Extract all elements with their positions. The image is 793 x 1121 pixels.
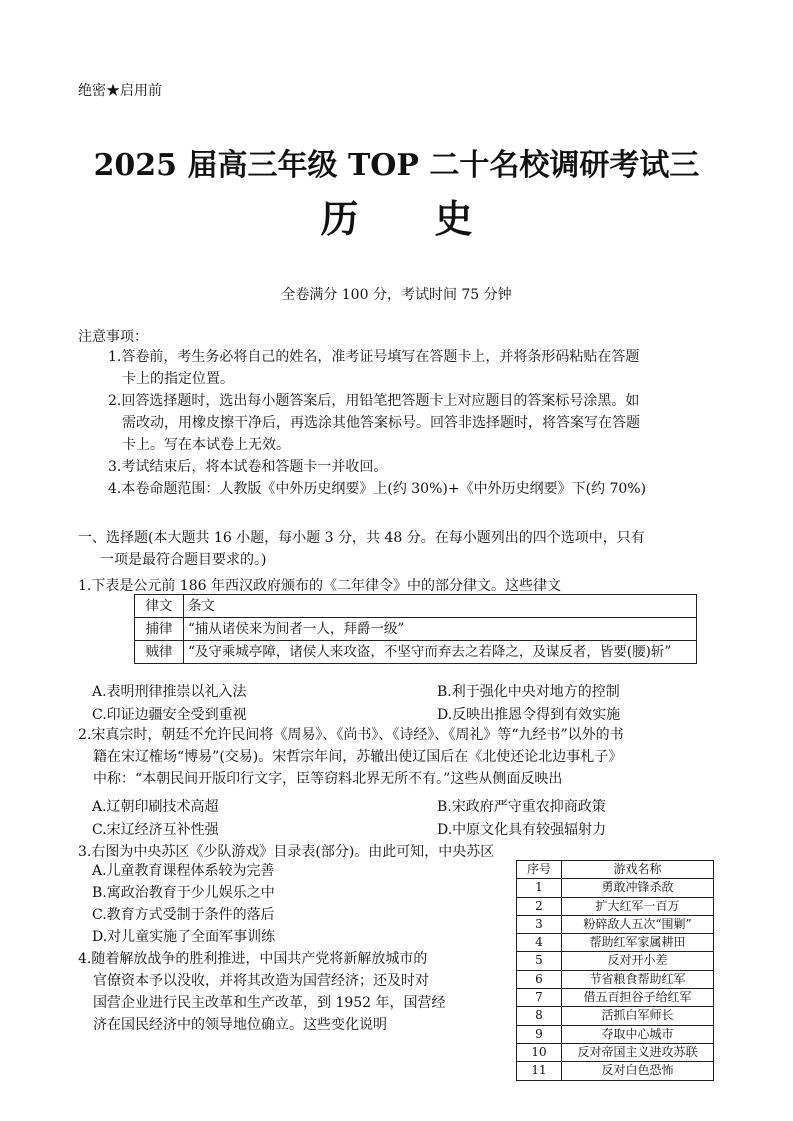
note-line: 2.回答选择题时，选出每小题答案后，用铅笔把答题卡上对应题目的答案标号涂黑。如 xyxy=(108,393,640,409)
table-header: 序号 xyxy=(517,861,562,879)
table-row xyxy=(517,1043,714,1061)
q1-option-b[interactable]: B.利于强化中央对地方的控制 xyxy=(437,684,620,700)
table-cell: 10 xyxy=(517,1043,562,1061)
q2-option-a[interactable]: A.辽朝印刷技术高超 xyxy=(92,799,219,815)
table-cell: 活抓白军师长 xyxy=(562,1007,714,1025)
section-line: 一、选择题(本大题共 16 小题，每小题 3 分，共 48 分。在每小题列出的四个选项中，只有 xyxy=(78,530,645,546)
section-line: 一项是最符合题目要求的。) xyxy=(100,552,267,568)
table-cell: 3 xyxy=(517,915,562,933)
table-cell: 4 xyxy=(517,934,562,952)
q2-option-b[interactable]: B.宋政府严守重农抑商政策 xyxy=(437,799,606,815)
table-row xyxy=(517,915,714,933)
note-line: 卡上。写在本试卷上无效。 xyxy=(122,437,290,453)
q2-option-c[interactable]: C.宋辽经济互补性强 xyxy=(92,822,219,838)
table-cell: 捕律 xyxy=(135,618,184,641)
q4-stem xyxy=(78,948,446,1036)
table-cell: 粉碎敌人五次“围剿” xyxy=(562,915,714,933)
table-cell: 律文 xyxy=(135,595,184,618)
exam-title: 2025 届高三年级 TOP 二十名校调研考试三 xyxy=(93,148,700,183)
notes-list xyxy=(108,346,646,500)
table-row xyxy=(517,1062,714,1080)
table-row xyxy=(517,1025,714,1043)
q3-option-c[interactable]: C.教育方式受制于条件的落后 xyxy=(92,907,275,923)
table-cell: 1 xyxy=(517,879,562,897)
table-cell: “及守乘城亭障，诸侯人来攻盗，不坚守而弃去之若降之，及谋反者，皆要(腰)斩” xyxy=(184,641,697,664)
table-cell: 11 xyxy=(517,1062,562,1080)
table-row xyxy=(517,897,714,915)
table-row xyxy=(517,879,714,897)
q1-stem: 1.下表是公元前 186 年西汉政府颁布的《二年律令》中的部分律文。这些律文 xyxy=(78,578,561,594)
stem-line: 4.随着解放战争的胜利推进，中国共产党将新解放城市的 xyxy=(78,951,428,967)
table-row xyxy=(517,934,714,952)
table-cell: 7 xyxy=(517,989,562,1007)
q3-option-b[interactable]: B.寓政治教育于少儿娱乐之中 xyxy=(92,885,275,901)
table-cell: 反对白色恐怖 xyxy=(562,1062,714,1080)
q3-option-d[interactable]: D.对儿童实施了全面军事训练 xyxy=(92,929,276,945)
note-line: 3.考试结束后，将本试卷和答题卡一并收回。 xyxy=(108,459,388,475)
table-cell: 6 xyxy=(517,970,562,988)
table-cell: 反对帝国主义进攻苏联 xyxy=(562,1043,714,1061)
note-line: 4.本卷命题范围：人教版《中外历史纲要》上(约 30%)+《中外历史纲要》下(约 70%) xyxy=(108,481,647,497)
q3-options xyxy=(92,860,275,948)
stem-line: 官僚资本予以没收，并将其改造为国营经济；还及时对 xyxy=(93,973,429,989)
note-line: 需改动，用橡皮擦干净后，再选涂其他答案标号。回答非选择题时，将答案写在答题 xyxy=(122,415,640,431)
stem-line: 籍在宋辽榷场“博易”(交易)。宋哲宗年间，苏辙出使辽国后在《北使还论北边事札子》 xyxy=(93,749,623,765)
section-heading xyxy=(78,527,645,571)
table-cell: 节省粮食帮助红军 xyxy=(562,970,714,988)
q3-stem: 3.右图为中央苏区《少队游戏》目录表(部分)。由此可知，中央苏区 xyxy=(78,844,495,860)
table-cell: 8 xyxy=(517,1007,562,1025)
table-cell: 借五百担谷子给红军 xyxy=(562,989,714,1007)
table-cell: 2 xyxy=(517,897,562,915)
q3-option-a[interactable]: A.儿童教育课程体系较为完善 xyxy=(92,863,275,879)
table-row xyxy=(517,970,714,988)
stem-line: 济在国民经济中的领导地位确立。这些变化说明 xyxy=(93,1017,387,1033)
stem-line: 2.宋真宗时，朝廷不允许民间将《周易》、《尚书》、《诗经》、《周礼》等“九经书”以外的书 xyxy=(78,727,624,743)
table-cell: 条文 xyxy=(184,595,697,618)
table-header: 游戏名称 xyxy=(562,861,714,879)
table-cell: 帮助红军家属耕田 xyxy=(562,934,714,952)
table-row xyxy=(517,989,714,1007)
exam-info: 全卷满分 100 分，考试时间 75 分钟 xyxy=(281,287,512,303)
subject-title: 历 史 xyxy=(320,196,473,241)
q1-option-c[interactable]: C.印证边疆安全受到重视 xyxy=(92,707,247,723)
notes-heading: 注意事项： xyxy=(78,329,148,345)
table-cell: 扩大红军一百万 xyxy=(562,897,714,915)
table-cell: 贼律 xyxy=(135,641,184,664)
table-cell: 勇敢冲锋杀敌 xyxy=(562,879,714,897)
stem-line: 中称：“本朝民间开版印行文字，臣等窃料北界无所不有。”这些从侧面反映出 xyxy=(93,771,563,787)
q3-game-table xyxy=(516,860,714,1081)
secret-label: 绝密★启用前 xyxy=(78,83,162,99)
note-line: 1.答卷前，考生务必将自己的姓名，准考证号填写在答题卡上，并将条形码粘贴在答题 xyxy=(108,349,640,365)
table-cell: “捕从诸侯来为间者一人，拜爵一级” xyxy=(184,618,697,641)
q2-option-d[interactable]: D.中原文化具有较强辐射力 xyxy=(437,822,607,838)
q2-stem xyxy=(78,724,624,790)
table-row xyxy=(517,1007,714,1025)
note-line: 卡上的指定位置。 xyxy=(122,371,234,387)
table-row xyxy=(517,952,714,970)
table-cell: 5 xyxy=(517,952,562,970)
table-cell: 9 xyxy=(517,1025,562,1043)
q1-option-d[interactable]: D.反映出推恩令得到有效实施 xyxy=(437,707,621,723)
table-cell: 夺取中心城市 xyxy=(562,1025,714,1043)
q1-table xyxy=(134,594,697,664)
q1-option-a[interactable]: A.表明刑律推崇以礼入法 xyxy=(92,684,247,700)
table-cell: 反对开小差 xyxy=(562,952,714,970)
stem-line: 国营企业进行民主改革和生产改革，到 1952 年，国营经 xyxy=(93,995,446,1011)
